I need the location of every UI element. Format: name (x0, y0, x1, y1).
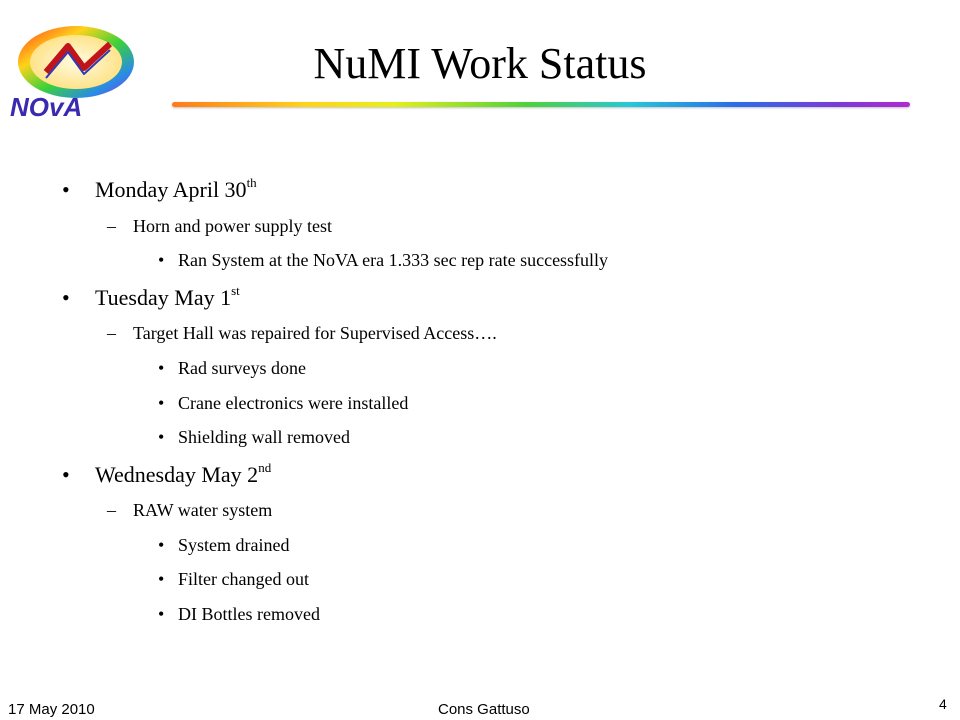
sub-sub-bullet-text: Shielding wall removed (178, 427, 350, 447)
sub-sub-bullet-text: Ran System at the NoVA era 1.333 sec rep rate successfully (178, 250, 609, 270)
bullet-marker: • (158, 393, 165, 413)
logo-text: NOvA (10, 92, 83, 120)
slide-title: NuMI Work Status (313, 39, 647, 88)
footer-author: Cons Gattuso (438, 701, 530, 718)
sub-bullet-text: Target Hall was repaired for Supervised Access…. (133, 323, 497, 343)
bullet-marker: • (158, 358, 165, 378)
sub-sub-bullet-text: DI Bottles removed (178, 604, 320, 624)
sub-sub-bullet-text: Filter changed out (178, 569, 309, 589)
bullet-marker: • (158, 535, 165, 555)
dash-marker: – (107, 500, 116, 520)
bullet-marker: • (158, 569, 165, 589)
bullet-marker: • (158, 250, 165, 270)
sub-sub-bullet-text: System drained (178, 535, 290, 555)
bullet-marker: • (62, 462, 70, 487)
bullet-text: Monday April 30th (95, 175, 257, 202)
bullet-text: Tuesday May 1st (95, 283, 240, 310)
bullet-marker: • (62, 177, 70, 202)
sub-bullet-text: RAW water system (133, 500, 273, 520)
bullet-marker: • (62, 285, 70, 310)
sub-bullet-text: Horn and power supply test (133, 216, 332, 236)
bullet-marker: • (158, 427, 165, 447)
bullet-marker: • (158, 604, 165, 624)
dash-marker: – (107, 323, 116, 343)
sub-sub-bullet-text: Crane electronics were installed (178, 393, 409, 413)
footer-date: 17 May 2010 (8, 701, 95, 718)
page-number: 4 (939, 696, 947, 712)
dash-marker: – (107, 216, 116, 236)
sub-sub-bullet-text: Rad surveys done (178, 358, 306, 378)
bullet-text: Wednesday May 2nd (95, 460, 272, 487)
